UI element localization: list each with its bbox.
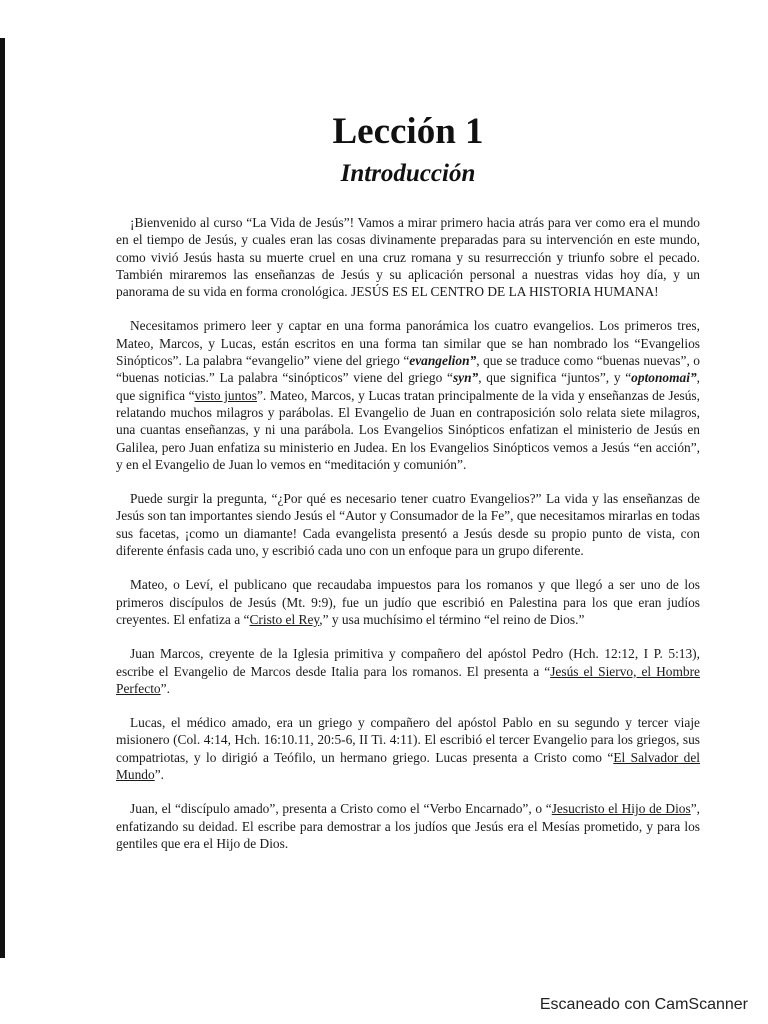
body-text: [116, 214, 700, 852]
underlined-phrase: El Salvador del Mundo: [116, 749, 700, 783]
document-page: [116, 108, 700, 869]
page-subtitle: Introducción: [340, 160, 476, 187]
text-run: Necesitamos primero leer y captar en una forma panorámica los cuatro evangelios. Los primeros tres, Mateo, Marcos, y Lucas, están escritos en una forma tan similar que se han nombrado los “Evangelios Sinópticos”. La palabra “evangelio” viene del griego “: [116, 318, 700, 369]
camscanner-watermark: Escaneado con CamScanner: [539, 996, 748, 1013]
text-run: Juan Marcos, creyente de la Iglesia primitiva y compañero del apóstol Pedro (Hch. 12:12, I P. 5:13), escribe el Evangelio de Marcos desde Italia para los romanos. El presenta a “: [116, 646, 700, 679]
emphasized-term: syn”: [452, 370, 479, 386]
text-run: Juan, el “discípulo amado”, presenta a Cristo como el “Verbo Encarnado”, o “: [130, 801, 552, 817]
underlined-phrase: visto juntos: [194, 387, 257, 403]
text-run: , que se traduce como “buenas nuevas”, o “buenas noticias.” La palabra “sinópticos” viene del griego “: [116, 353, 700, 386]
emphasized-term: optonomai”: [631, 370, 697, 386]
text-run: ”.: [154, 767, 164, 783]
text-run: Puede surgir la pregunta, “¿Por qué es necesario tener cuatro Evangelios?” La vida y las enseñanzas de Jesús son tan importantes siendo Jesús el “Autor y Consumador de la Fe”, que necesitamos mirarlas en todas sus facetas, ¡como un diamante! Cada evangelista presentó a Jesús desde su propio punto de vista, con diferente énfasis cada uno, y escribió cada uno con un enfoque para un grupo diferente.: [116, 491, 700, 559]
underlined-phrase: Jesucristo el Hijo de Dios: [551, 801, 691, 817]
intro-paragraph: [116, 214, 700, 300]
underlined-phrase: Cristo el Rey: [249, 611, 320, 627]
underlined-phrase: Jesús el Siervo, el Hombre Perfecto: [116, 663, 700, 696]
gospels-paragraph: [116, 317, 700, 473]
text-run: ¡Bienvenido al curso “La Vida de Jesús”! Vamos a mirar primero hacia atrás para ver como era el mundo en el tiempo de Jesús, y cuales eran las cosas divinamente preparadas para su intervención en este mundo, como vivió Jesús hasta su muerte cruel en una cruz romana y su resurrección y triunfo sobre el pecado. También miraremos las enseñanzas de Jesús y su aplicación personal a nuestras vidas hoy día, y un panorama de su vida en forma cronológica. JESÚS ES EL CENTRO DE LA HISTORIA HUMANA!: [116, 215, 700, 300]
text-run: , que significa “juntos”, y “: [478, 370, 632, 386]
text-run: ,” y usa muchísimo el término “el reino de Dios.”: [319, 611, 585, 627]
four-gospels-paragraph: [116, 490, 700, 559]
text-run: , que significa “: [116, 370, 701, 403]
juan-paragraph: [116, 800, 700, 852]
text-run: ”, enfatizando su deidad. El escribe para demostrar a los judíos que Jesús era el Mesías prometido, y para los gentiles que era el Hijo de Dios.: [116, 801, 701, 851]
text-run: Mateo, o Leví, el publicano que recaudaba impuestos para los romanos y que llegó a ser uno de los primeros discípulos de Jesús (Mt. 9:9), fue un judío que escribió en Palestina para los que eran judíos creyentes. El enfatiza a “: [116, 577, 700, 627]
mateo-paragraph: [116, 576, 700, 628]
text-run: Lucas, el médico amado, era un griego y compañero del apóstol Pablo en su segundo y tercer viaje misionero (Col. 4:14, Hch. 16:10.11, 20:5-6, II Ti. 4:11). El escribió el tercer Evangelio para los griegos, sus compatriotas, y lo dirigió a Teófilo, un hermano griego. Lucas presenta a Cristo como “: [116, 715, 700, 765]
marcos-paragraph: [116, 645, 700, 697]
page-title: Lección 1: [332, 111, 484, 152]
lucas-paragraph: [116, 714, 700, 783]
emphasized-term: evangelion”: [409, 353, 477, 369]
text-run: ”.: [160, 680, 170, 696]
text-run: ”. Mateo, Marcos, y Lucas tratan principalmente de la vida y enseñanzas de Jesús, relatando muchos milagros y parábolas. El Evangelio de Juan en contraposición solo relata siete milagros, una cuantas enseñanzas, y ni una parábola. Los Evangelios Sinópticos enfatizan el ministerio de Jesús en Galilea, pero Juan enfatiza su ministerio en Judea. En los Evangelios Sinópticos vemos a Jesús “en acción”, y en el Evangelio de Juan lo vemos en “meditación y comunión”.: [116, 387, 700, 472]
scan-left-edge: [0, 38, 5, 958]
